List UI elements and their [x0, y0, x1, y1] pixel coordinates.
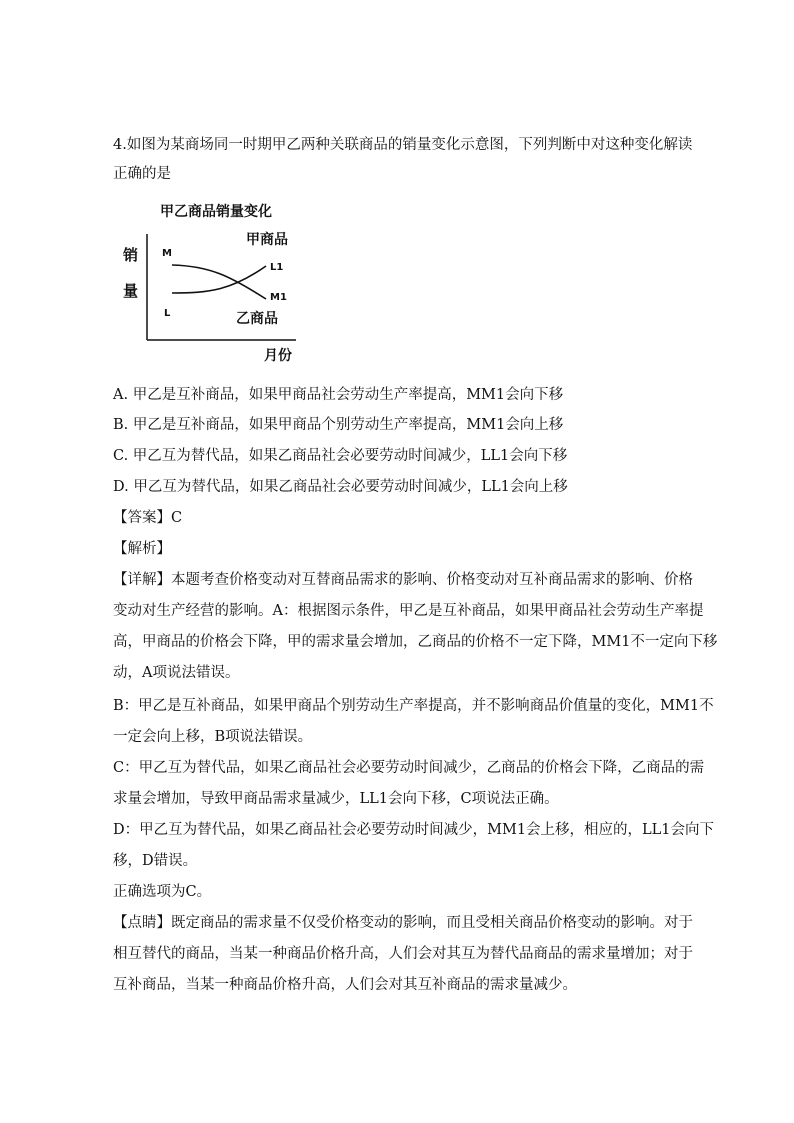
dianjing-line-3: 互补商品，当某一种商品价格升高，人们会对其互补商品的需求量减少。 [113, 977, 577, 993]
sales-change-diagram [120, 198, 310, 368]
curve-ll1 [172, 266, 266, 293]
y-axis-label-bottom: 量 [123, 282, 139, 300]
curve-mm1 [172, 265, 266, 299]
label-yi-goods: 乙商品 [236, 311, 278, 327]
analysis-heading: 【解析】 [113, 541, 171, 557]
option-c: C. 甲乙互为替代品，如果乙商品社会必要劳动时间减少，LL1会向下移 [113, 448, 568, 464]
c-explain-line-2: 求量会增加，导致甲商品需求量减少，LL1会向下移，C项说法正确。 [113, 791, 559, 807]
dianjing-line-2: 相互替代的商品，当某一种商品价格升高，人们会对其互为替代品商品的需求量增加；对于 [113, 946, 693, 962]
c-explain-line-1: C：甲乙互为替代品，如果乙商品社会必要劳动时间减少，乙商品的价格会下降，乙商品的需 [113, 760, 705, 776]
conclusion-line: 正确选项为C。 [113, 884, 212, 900]
question-stem-line-2: 正确的是 [113, 166, 171, 182]
d-explain-line-2: 移，D错误。 [113, 853, 198, 869]
question-stem-line-1: 4.如图为某商场同一时期甲乙两种关联商品的销量变化示意图，下列判断中对这种变化解读 [113, 137, 693, 153]
d-explain-line-1: D：甲乙互为替代品，如果乙商品社会必要劳动时间减少，MM1会上移，相应的，LL1会向下 [113, 822, 715, 838]
y-axis-label-top: 销 [123, 246, 139, 264]
b-explain-line-1: B：甲乙是互补商品，如果甲商品个别劳动生产率提高，并不影响商品价值量的变化，MM1不 [113, 698, 714, 714]
x-axis-label: 月份 [264, 348, 292, 364]
dianjing-line-1: 【点睛】既定商品的需求量不仅受价格变动的影响，而且受相关商品价格变动的影响。对于 [113, 915, 693, 931]
detail-line-2: 变动对生产经营的影响。A：根据图示条件，甲乙是互补商品，如果甲商品社会劳动生产率提 [113, 603, 704, 619]
point-l1-label: L1 [270, 262, 284, 273]
answer-line: 【答案】C [113, 510, 183, 526]
option-d: D. 甲乙互为替代品，如果乙商品社会必要劳动时间减少，LL1会向上移 [113, 479, 568, 495]
b-explain-line-2: 一定会向上移，B项说法错误。 [113, 729, 313, 745]
option-a: A. 甲乙是互补商品，如果甲商品社会劳动生产率提高，MM1会向下移 [113, 387, 564, 403]
diagram-title: 甲乙商品销量变化 [160, 204, 272, 220]
detail-line-1: 【详解】本题考查价格变动对互替商品需求的影响、价格变动对互补商品需求的影响、价格 [113, 572, 693, 588]
point-m1-label: M1 [270, 292, 287, 303]
detail-line-3: 高，甲商品的价格会下降，甲的需求量会增加，乙商品的价格不一定下降，MM1不一定向下移 [113, 634, 718, 650]
point-m-label: M [162, 248, 172, 259]
point-l-label: L [164, 308, 171, 319]
label-jia-goods: 甲商品 [246, 232, 288, 248]
detail-line-4: 动，A项说法错误。 [113, 665, 240, 681]
option-b: B. 甲乙是互补商品，如果甲商品个别劳动生产率提高，MM1会向上移 [113, 417, 564, 433]
